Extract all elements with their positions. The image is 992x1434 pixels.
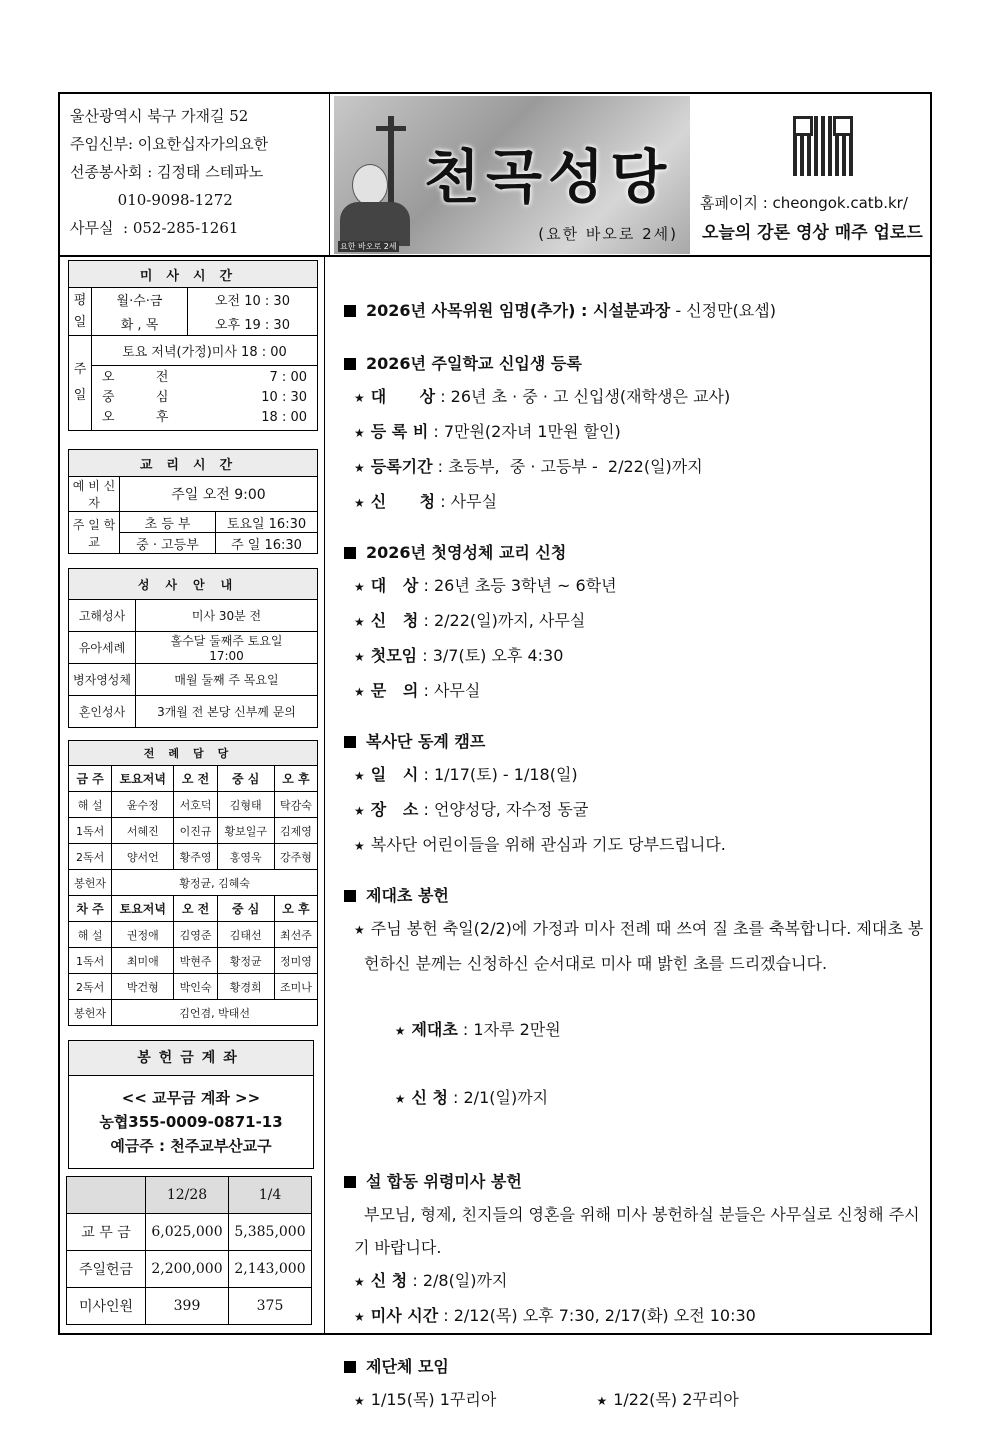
- illustration-caption: 요한 바오로 2세: [340, 242, 397, 251]
- notice-sunday-school: 2026년 주일학교 신입생 등록 ★ 대 상 : 26년 초 · 중 · 고 신입생(재학생은 교사) ★ 등 록 비 : 7만원(2자녀 1만원 할인) ★ 등록기간 : 초등부, 중 · 고등부 - 2/22(일)까지 ★ 신 청 : 사무실: [344, 347, 924, 520]
- sacraments-title: 성사안내: [69, 569, 318, 600]
- star-icon: ★: [354, 1275, 365, 1289]
- catechumen-label: 예 비 신 자: [69, 477, 120, 512]
- notice-title: 설 합동 위령미사 봉헌: [366, 1172, 522, 1191]
- sacrament-name: 병자영성체: [69, 664, 136, 696]
- notice-title: 2026년 첫영성체 교리 신청: [366, 543, 567, 562]
- church-name: 천곡성당: [424, 143, 673, 211]
- account-heading: << 교무금 계좌 >>: [121, 1089, 261, 1107]
- dept: 중 · 고등부: [120, 533, 216, 554]
- table-row: 2독서 박건형 박인숙 황경희 조미나: [69, 974, 318, 1000]
- star-icon: ★: [354, 923, 365, 937]
- column-header: 오 전: [174, 766, 217, 792]
- bullet-square-icon: [344, 305, 356, 317]
- table-row: 교 무 금 6,025,000 5,385,000: [67, 1214, 312, 1251]
- bulletin-frame: [58, 92, 932, 1409]
- catechism-title: 교리시간: [69, 450, 318, 477]
- bullet-square-icon: [344, 890, 356, 902]
- star-icon: ★: [354, 461, 365, 475]
- star-icon: ★: [354, 839, 365, 853]
- offering-account-box: [68, 1040, 314, 1169]
- bullet-square-icon: [344, 358, 356, 370]
- star-icon: ★: [394, 1024, 406, 1038]
- column-header: 금 주: [69, 766, 112, 792]
- saturday-evening-mass: 토요 저녁(가정)미사 18 : 00: [92, 336, 318, 366]
- notice-legion-meetings: 제단체 모임 ★ 1/15(목) 1꾸리아 ★ 1/22(목) 2꾸리아: [344, 1350, 924, 1418]
- star-icon: ★: [394, 1092, 406, 1106]
- catechumen-time: 주일 오전 9:00: [120, 477, 318, 512]
- weekday-time: 오후 19 : 30: [188, 312, 318, 336]
- weekday-time: 오전 10 : 30: [188, 288, 318, 312]
- notices: [344, 294, 924, 1434]
- notice-memorial-mass: 설 합동 위령미사 봉헌 부모님, 형제, 친지들의 영혼을 위해 미사 봉헌하실 분들은 사무실로 신청해 주시기 바랍니다. ★ 신 청 : 2/8(일)까지 ★ 미사 시간 : 2/12(목) 오후 7:30, 2/17(화) 오전 10:30: [344, 1165, 924, 1334]
- notice-first-communion: 2026년 첫영성체 교리 신청 ★ 대 상 : 26년 초등 3학년 ~ 6학년 ★ 신 청 : 2/22(일)까지, 사무실 ★ 첫모임 : 3/7(토) 오후 4:30 ★ 문 의 : 사무실: [344, 536, 924, 709]
- qr-code-icon[interactable]: [793, 116, 853, 176]
- star-icon: ★: [354, 1310, 365, 1324]
- bullet-square-icon: [344, 1361, 356, 1373]
- weekday-days: 화 , 목: [92, 312, 188, 336]
- column-header: 오 후: [274, 896, 317, 922]
- homepage-block: [690, 94, 930, 255]
- sacrament-info: 미사 30분 전: [136, 600, 318, 632]
- table-row: 주일헌금 2,200,000 2,143,000: [67, 1251, 312, 1288]
- office-phone: 사무실 : 052-285-1261: [70, 219, 239, 237]
- star-icon: ★: [354, 426, 365, 440]
- sacrament-info: 홀수달 둘째주 토요일 17:00: [136, 632, 318, 664]
- account-number: 농협355-0009-0871-13: [99, 1113, 283, 1131]
- dept: 초 등 부: [120, 512, 216, 533]
- mass-times-table: [68, 260, 318, 431]
- star-icon: ★: [354, 804, 365, 818]
- pope-illustration-icon: [340, 116, 424, 246]
- bullet-square-icon: [344, 547, 356, 559]
- mass-times-title: 미사시간: [69, 261, 318, 288]
- column-header: 오 후: [274, 766, 317, 792]
- notice-title: 제대초 봉헌: [366, 886, 449, 905]
- star-icon: ★: [354, 496, 365, 510]
- sacraments-table: [68, 568, 318, 728]
- column-header: 중 심: [217, 896, 274, 922]
- star-icon: ★: [354, 391, 365, 405]
- notice-pastoral-appointment: [344, 294, 924, 327]
- table-row: 2독서 양서언 황주영 홍영욱 강주형: [69, 844, 318, 870]
- column-header: 1/4: [229, 1177, 312, 1214]
- class-time: 주 일 16:30: [216, 533, 318, 554]
- table-row: 미사인원 399 375: [67, 1288, 312, 1325]
- patron-saint: (요한 바오로 2세): [538, 225, 678, 243]
- sunday-masses: 오 전 7 : 00 중 심 10 : 30 오 후 18 : 00: [92, 366, 318, 431]
- column-header: 토요저녁: [112, 766, 174, 792]
- homily-upload-notice: 오늘의 강론 영상 매주 업로드: [702, 223, 923, 243]
- star-icon: ★: [596, 1394, 608, 1408]
- table-row: 1독서 최미애 박현주 황정균 정미영: [69, 948, 318, 974]
- finance-table: [66, 1176, 312, 1325]
- notice-title: 2026년 주일학교 신입생 등록: [366, 354, 582, 373]
- catechism-table: [68, 449, 318, 554]
- sunday-label: 주 일: [69, 336, 92, 431]
- sacrament-name: 혼인성사: [69, 696, 136, 728]
- funeral-council-phone: 010-9098-1272: [70, 191, 233, 209]
- notice-title: 제단체 모임: [366, 1357, 449, 1376]
- star-icon: ★: [354, 615, 365, 629]
- liturgy-table: [68, 740, 318, 1026]
- column-divider: [324, 255, 325, 1335]
- address: 울산광역시 북구 가재길 52: [70, 107, 249, 125]
- star-icon: ★: [354, 1394, 365, 1408]
- sacrament-name: 고해성사: [69, 600, 136, 632]
- column-header: 12/28: [146, 1177, 229, 1214]
- offertory-row: 봉헌자 김언겸, 박태선: [69, 1000, 318, 1026]
- bullet-square-icon: [344, 736, 356, 748]
- funeral-council: 선종봉사회 : 김정태 스테파노: [70, 163, 264, 181]
- sacrament-info: 3개월 전 본당 신부께 문의: [136, 696, 318, 728]
- table-row: 1독서 서혜진 이진규 황보일구 김제영: [69, 818, 318, 844]
- column-header: 오 전: [174, 896, 217, 922]
- star-icon: ★: [354, 769, 365, 783]
- star-icon: ★: [354, 685, 365, 699]
- star-icon: ★: [354, 650, 365, 664]
- class-time: 토요일 16:30: [216, 512, 318, 533]
- offering-account-title: 봉헌금계좌: [69, 1041, 313, 1076]
- account-holder: 예금주 : 천주교부산교구: [110, 1137, 272, 1155]
- weekday-label: 평 일: [69, 288, 92, 336]
- notice-title: 2026년 사목위원 임명(추가) : 시설분과장: [366, 301, 671, 320]
- notice-title: 복사단 동계 캠프: [366, 732, 486, 751]
- star-icon: ★: [354, 580, 365, 594]
- column-header: 중 심: [217, 766, 274, 792]
- sacrament-name: 유아세례: [69, 632, 136, 664]
- bullet-square-icon: [344, 1176, 356, 1188]
- notice-altar-candle: 제대초 봉헌 ★ 주님 봉헌 축일(2/2)에 가정과 미사 전례 때 쓰여 질 초를 축복합니다. 제대초 봉헌하신 분께는 신청하신 순서대로 미사 때 밝힌 초를 드리겠습니다. ★ 제대초 : 1자루 2만원 ★ 신 청 : 2/1(일)까지: [344, 879, 924, 1149]
- column-header: 토요저녁: [112, 896, 174, 922]
- offertory-row: 봉헌자 황정균, 김혜숙: [69, 870, 318, 896]
- notice-altar-server-camp: 복사단 동계 캠프 ★ 일 시 : 1/17(토) - 1/18(일) ★ 장 소 : 언양성당, 자수정 동굴 ★ 복사단 어린이들을 위해 관심과 기도 당부드립니다.: [344, 725, 924, 863]
- table-row: 해 설 권정애 김영준 김태선 최선주: [69, 922, 318, 948]
- column-header: 차 주: [69, 896, 112, 922]
- homepage-link[interactable]: 홈페이지 : cheongok.catb.kr/: [700, 194, 908, 212]
- church-banner: [334, 96, 690, 254]
- church-info: [60, 94, 330, 255]
- sunday-school-label: 주 일 학 교: [69, 512, 120, 554]
- notice-title-suffix: - 신정만(요셉): [670, 301, 776, 320]
- header-divider: [60, 255, 930, 257]
- liturgy-title: 전례담당: [69, 741, 318, 766]
- pastor: 주임신부: 이요한십자가의요한: [70, 135, 269, 153]
- weekday-days: 월·수·금: [92, 288, 188, 312]
- sacrament-info: 매월 둘째 주 목요일: [136, 664, 318, 696]
- table-row: 해 설 윤수정 서호덕 김형태 탁감숙: [69, 792, 318, 818]
